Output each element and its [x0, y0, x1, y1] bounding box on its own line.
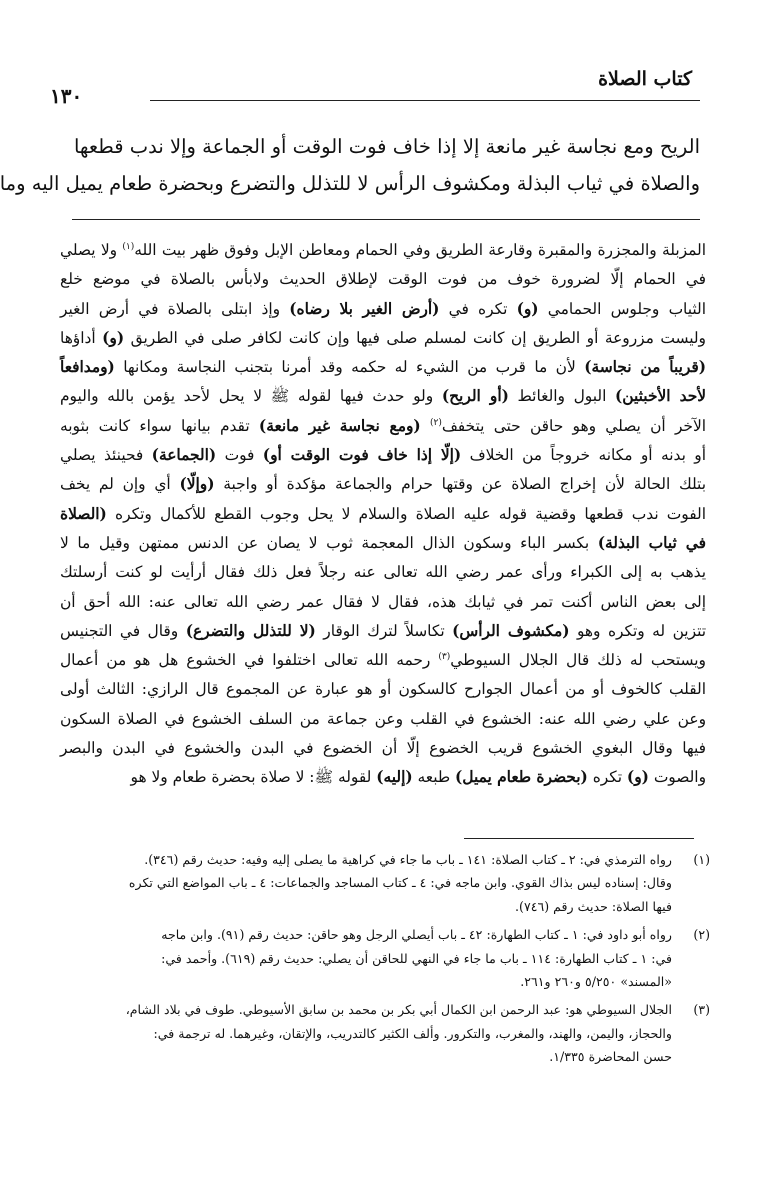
- commentary-line: [60, 588, 706, 617]
- commentary-segment: لأن ما قرب من الشيء له حكمه وقد أمرنا بتجنب النجاسة ومكانها: [114, 358, 585, 377]
- commentary-segment: أو بدنه أو مكانه خروجاً من الخلاف: [461, 446, 706, 465]
- commentary-line: [60, 470, 706, 499]
- commentary-segment: والصوت: [648, 768, 706, 787]
- footnote-line: في: ١ ـ كتاب الطهارة: ١١٤ ـ باب ما جاء في النهي للحاقن أن يصلي: حديث رقم (٦١٩). وأحمد في:: [161, 950, 672, 966]
- commentary-line: [60, 236, 706, 265]
- commentary-line: [60, 412, 706, 441]
- commentary-segment: وإذ ابتلى بالصلاة في أرض الغير: [60, 299, 290, 318]
- commentary-segment: المزبلة والمجزرة والمقبرة وقارعة الطريق وفي الحمام ومعاطن الإبل وفوق ظهر بيت الله: [134, 241, 706, 259]
- matn-line: الريح ومع نجاسة غير مانعة إلا إذا خاف فوت الوقت أو الجماعة وإلا ندب قطعها: [73, 135, 700, 158]
- commentary-segment: بتلك الحالة لأن إخراج الصلاة عن وقتها حرام والجماعة مؤكدة أو واجبة: [214, 475, 706, 494]
- matn-quote: (بحضرة طعام يميل): [455, 768, 588, 787]
- commentary-line: [60, 295, 706, 324]
- commentary-segment: وعن علي رضي الله عنه: الخشوع في القلب وعن جماعة من السلف الخشوع في الصلاة السكون: [60, 709, 706, 728]
- commentary-segment: تقدم بيانها سواء كانت بثوبه: [60, 416, 259, 435]
- commentary-line: [60, 441, 706, 470]
- commentary-segment: الآخر أن يصلي وهو حاقن حتى يتخفف: [441, 416, 706, 435]
- footnote-line: رواه أبو داود في: ١ ـ كتاب الطهارة: ٤٢ ـ باب أيصلي الرجل وهو حاقن: حديث رقم (٩١). وابن ماجه: [161, 927, 672, 943]
- footnote-line: والحجاز، واليمن، والهند، والمغرب، والتكرور. وألف الكثير كالتدريب، والإتقان، وغيرهما. له ترجمة في:: [153, 1025, 672, 1041]
- matn-quote: (مكشوف الرأس): [452, 621, 570, 640]
- commentary-segment: فوت: [216, 446, 263, 465]
- commentary-segment: فحينئذ يصلي: [60, 446, 152, 465]
- commentary-segment: القلب كالخوف أو من أعمال الجوارح كالسكون أو هو عبارة عن المجموع قال الرازي: الثالث أولى: [60, 680, 706, 699]
- commentary-segment: أداؤها: [60, 328, 103, 347]
- footnote-number: (٣): [693, 1002, 710, 1018]
- matn-divider: [72, 219, 700, 220]
- commentary-line: [60, 529, 706, 558]
- commentary-segment: الفوت ندب قطعها وقضية قوله عليه الصلاة والسلام لا يحل وجوب القطع للأكمال وتكره: [106, 504, 706, 523]
- footnote-ref: (٣): [438, 652, 451, 663]
- matn-text: [0, 128, 700, 202]
- footnote-line: فيها الصلاة: حديث رقم (٧٤٦).: [515, 898, 672, 914]
- matn-quote: (الصلاة: [60, 504, 107, 523]
- footnote-ref: (١): [122, 241, 135, 252]
- running-title: كتاب الصلاة: [598, 68, 692, 90]
- matn-quote: (لا للتذلل والتضرع): [185, 621, 316, 640]
- commentary-line: [60, 382, 706, 411]
- footnote: [56, 998, 710, 1068]
- commentary-segment: [421, 417, 430, 435]
- commentary-segment: في الحمام إلّا لضرورة خوف من فوت الوقت لإطلاق الحديث ولابأس بالصلاة في موضع خلع: [60, 270, 706, 289]
- commentary-segment: بكسر الباء وسكون الذال المعجمة ثوب لا يصان عن الدنس ممتهن وقيل ما لا: [60, 533, 598, 552]
- commentary-segment: لقوله ﷺ: لا صلاة بحضرة طعام ولا هو: [130, 768, 377, 787]
- commentary-line: [60, 646, 706, 675]
- commentary-line: [60, 265, 706, 294]
- header-rule: [150, 100, 700, 101]
- commentary-line: [60, 558, 706, 587]
- matn-quote: (ومدافعاً: [60, 358, 115, 377]
- commentary-line: [60, 675, 706, 704]
- footnote-rule: [464, 838, 694, 839]
- matn-quote: (أو الريح): [441, 387, 509, 406]
- commentary-segment: طبعه: [412, 768, 456, 787]
- commentary-segment: البول والغائط: [508, 387, 616, 406]
- commentary-line: [60, 705, 706, 734]
- footnote-line: وقال: إسناده ليس بذاك القوي. وابن ماجه في: ٤ ـ كتاب المساجد والجماعات: ٤ ـ باب المواضع التي تكره: [128, 875, 672, 891]
- commentary-segment: تكره في: [439, 299, 517, 318]
- commentary-segment: أي وإن لم يخف: [60, 475, 180, 494]
- footnote-line: «المسند» ٥/٢٥٠ و٢٦٠ و٢٦١.: [520, 974, 672, 990]
- matn-quote: (ومع نجاسة غير مانعة): [258, 416, 421, 435]
- page-number: ١٣٠: [50, 84, 83, 108]
- commentary-segment: ولو حدث فيها لقوله ﷺ لا يحل لأحد يؤمن بالله واليوم: [60, 387, 442, 406]
- matn-quote: (و): [516, 299, 539, 318]
- matn-quote: في ثياب البذلة): [597, 533, 706, 552]
- commentary-segment: يذهب به إلى الكبراء ورأى عمر رضي الله تعالى عنه رجلاً فعل ذلك فقال أرأيت لو كنت أرسلتك: [60, 563, 706, 582]
- commentary-segment: ولا يصلي: [60, 241, 123, 259]
- commentary-segment: ويستحب له ذلك قال الجلال السيوطي: [450, 651, 706, 670]
- commentary-segment: الثياب وجلوس الحمامي: [538, 299, 707, 318]
- commentary-line: [60, 734, 706, 763]
- matn-quote: (الجماعة): [151, 446, 217, 465]
- commentary-segment: إلى بعض الناس أكنت تمر في ثيابك هذه، فقال لا فقال عمر رضي الله تعالى عنه: الله أحق أن: [60, 592, 706, 611]
- matn-quote: (وإلّا): [179, 475, 215, 494]
- commentary-segment: وليست مزروعة أو الطريق إن كانت لمسلم صلى فيها وإن كانت لكافر صلى في الطريق: [124, 328, 706, 347]
- matn-quote: لأحد الأخبثين): [615, 387, 707, 406]
- commentary-segment: فيها وقال البغوي الخشوع قريب الخضوع إلّا أن الخضوع في البدن والخشوع في البدن والبصر: [60, 739, 706, 758]
- footnote-number: (٢): [693, 927, 710, 943]
- page-header: [40, 68, 700, 108]
- commentary-segment: تكاسلاً لترك الوقار: [315, 621, 453, 640]
- commentary-line: [60, 353, 706, 382]
- matn-line: والصلاة في ثياب البذلة ومكشوف الرأس لا للتذلل والتضرع وبحضرة طعام يميل اليه وما: [0, 172, 700, 195]
- footnotes: [56, 848, 710, 1069]
- matn-quote: (قريباً من نجاسة): [584, 358, 706, 377]
- footnote: [56, 848, 710, 918]
- footnote-number: (١): [693, 852, 710, 867]
- commentary-line: [60, 500, 706, 529]
- commentary-segment: وقال في التجنيس: [60, 621, 186, 640]
- footnote-line: رواه الترمذي في: ٢ ـ كتاب الصلاة: ١٤١ ـ باب ما جاء في كراهية ما يصلى إليه وفيه: حديث رقم (٣٤٦).: [144, 852, 672, 867]
- matn-quote: (إليه): [376, 768, 413, 787]
- footnote-line: حسن المحاضرة ١/٣٣٥.: [549, 1049, 672, 1065]
- commentary-segment: تتزين له وتكره وهو: [569, 621, 706, 640]
- footnote: [56, 923, 710, 993]
- commentary-segment: رحمه الله تعالى اختلفوا في الخشوع هل هو من أعمال: [60, 651, 439, 670]
- commentary-text: [60, 236, 706, 793]
- footnote-line: الجلال السيوطي هو: عبد الرحمن ابن الكمال أبي بكر بن محمد بن سابق الأسيوطي. طوف في بلاد الشام،: [125, 1002, 672, 1018]
- matn-quote: (أرض الغير بلا رضاه): [289, 299, 440, 318]
- commentary-line: [60, 763, 706, 792]
- commentary-line: [60, 617, 706, 646]
- footnote-ref: (٢): [429, 417, 442, 428]
- matn-quote: (و): [626, 768, 649, 787]
- commentary-segment: تكره: [587, 768, 627, 787]
- matn-quote: (إلّا إذا خاف فوت الوقت أو): [262, 446, 462, 465]
- commentary-line: [60, 324, 706, 353]
- matn-quote: (و): [102, 328, 125, 347]
